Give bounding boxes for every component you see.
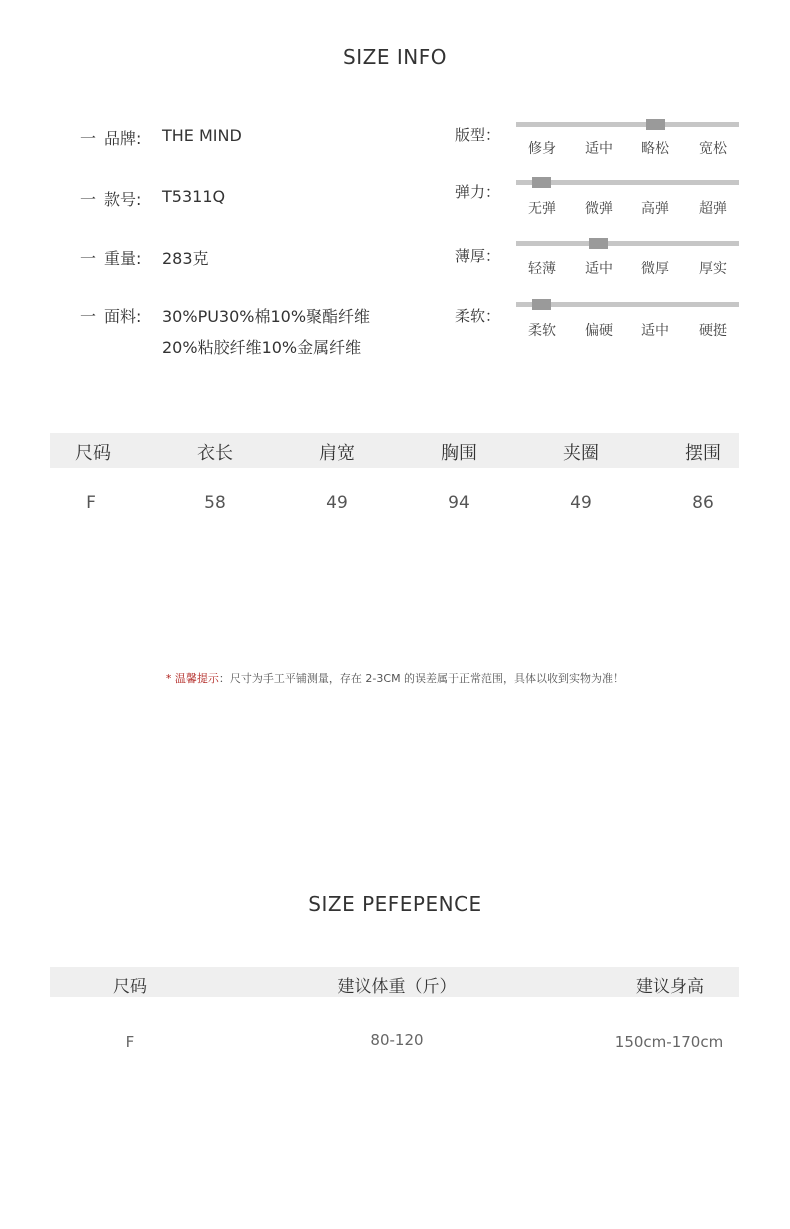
scale-tick: 超弹 [699,201,727,217]
scale-tick: 修身 [528,141,556,157]
table-header-cell: 建议身高 [636,977,704,997]
scale-tick: 轻薄 [528,261,556,277]
scale-label-fit: 版型： [455,126,501,144]
table-cell: 49 [326,493,348,513]
size-info-title: SIZE INFO [343,45,447,69]
detail-value: THE MIND [162,126,242,145]
scale-tick: 偏硬 [585,323,613,339]
detail-value-line2: 20%粘胶纤维10%金属纤维 [162,338,362,357]
table-header-cell: 建议体重（斤） [337,977,457,997]
detail-brand: 一 品牌: [80,126,162,149]
scale-knob [532,299,551,310]
scale-track [516,241,739,246]
detail-style-number: 一 款号: [80,187,162,210]
scale-tick: 宽松 [699,141,727,157]
table-cell: 86 [692,493,714,513]
scale-tick: 适中 [585,141,613,157]
detail-label: 款号: [104,190,142,209]
detail-weight: 一 重量: [80,246,162,269]
detail-value: T5311Q [162,187,226,206]
table-header-cell: 夹圈 [563,443,599,464]
detail-fabric: 一 面料: [80,304,162,327]
scale-label-elasticity: 弹力： [455,183,501,201]
table-header-cell: 肩宽 [319,443,355,464]
scale-tick: 适中 [585,261,613,277]
table-cell: 94 [448,493,470,513]
table-header-cell: 尺码 [113,977,147,997]
note-prefix: * 温馨提示 [165,672,219,685]
scale-label-softness: 柔软： [455,307,501,325]
scale-tick: 略松 [641,141,669,157]
table-header-cell: 摆围 [685,443,721,464]
scale-tick: 适中 [641,323,669,339]
detail-label: 重量: [104,249,142,268]
table-cell: 58 [204,493,226,513]
scale-knob [646,119,665,130]
size-reference-title: SIZE PEFEPENCE [308,892,482,916]
scale-tick: 微弹 [585,201,613,217]
detail-value: 283克 [162,249,209,268]
detail-label: 面料: [104,307,142,326]
measurement-note [0,670,790,686]
table-cell: F [125,1033,135,1051]
scale-knob [532,177,551,188]
table-header-cell: 胸围 [441,443,477,464]
scale-tick: 高弹 [641,201,669,217]
scale-tick: 无弹 [528,201,556,217]
detail-label: 品牌: [104,129,142,148]
table-cell: 150cm-170cm [614,1033,724,1051]
scale-knob [589,238,608,249]
scale-track [516,122,739,127]
note-text: ：尺寸为手工平铺测量，存在 2-3CM 的误差属于正常范围，具体以收到实物为准！ [218,672,625,685]
table-cell: 49 [570,493,592,513]
table-header-cell: 尺码 [75,443,111,464]
scale-tick: 微厚 [641,261,669,277]
measure-table-header [50,433,739,468]
table-cell: 80-120 [370,1031,424,1049]
table-header-cell: 衣长 [197,443,233,464]
scale-tick: 柔软 [528,323,556,339]
scale-tick: 厚实 [699,261,727,277]
table-cell: F [86,493,96,513]
scale-tick: 硬挺 [699,323,727,339]
detail-value: 30%PU30%棉10%聚酯纤维 [162,307,371,326]
scale-label-thickness: 薄厚： [455,247,501,265]
